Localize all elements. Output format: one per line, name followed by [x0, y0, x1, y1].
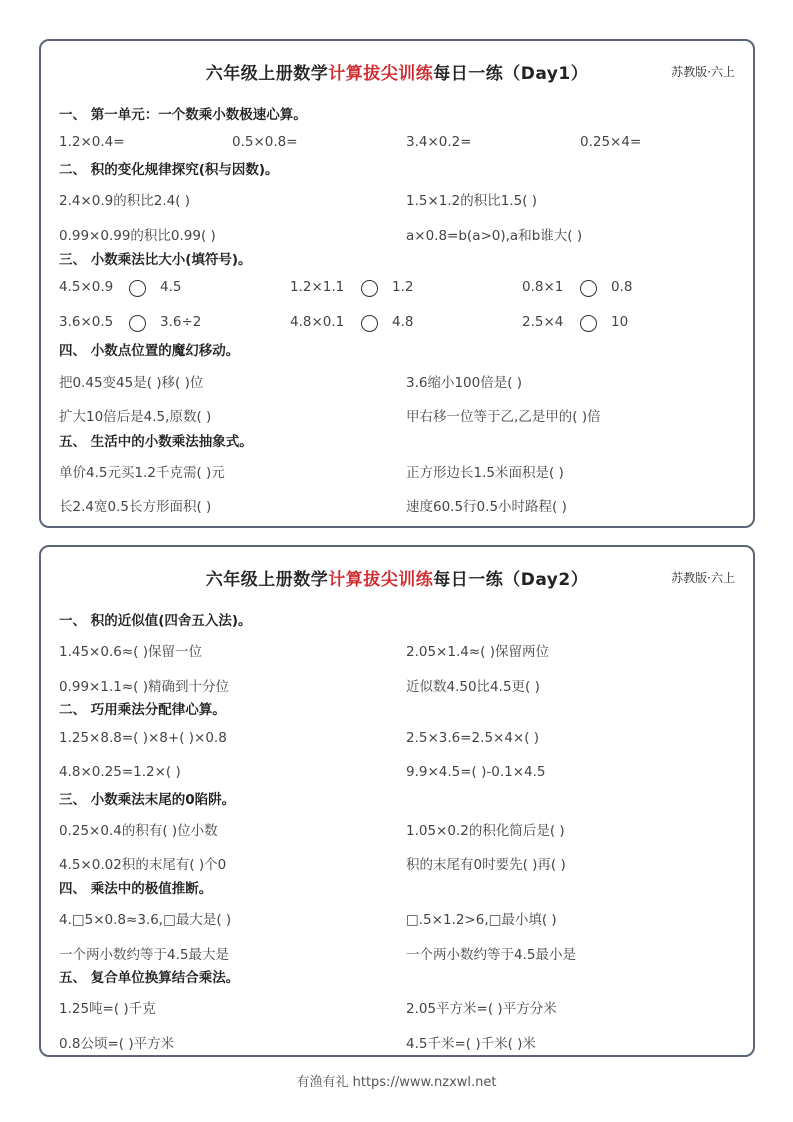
question: 1.25吨=( )千克 [59, 1001, 156, 1017]
compare-circle[interactable] [580, 315, 597, 332]
question: 速度60.5行0.5小时路程( ) [406, 499, 567, 515]
day1-section-4: 四、 小数点位置的魔幻移动。 [59, 343, 240, 359]
question: 2.05平方米=( )平方分米 [406, 1001, 557, 1017]
compare-right: 3.6÷2 [160, 314, 202, 330]
question: 0.8公顷=( )平方米 [59, 1036, 175, 1052]
compare-left: 2.5×4 [522, 314, 564, 330]
compare-right: 4.8 [392, 314, 414, 330]
day2-section-5: 五、 复合单位换算结合乘法。 [59, 970, 240, 986]
day1-edition: 苏教版·六上 [671, 65, 735, 79]
question: 0.25×0.4的积有( )位小数 [59, 823, 218, 839]
question: 正方形边长1.5米面积是( ) [406, 465, 564, 481]
compare-circle[interactable] [361, 280, 378, 297]
question: 2.5×3.6=2.5×4×( ) [406, 730, 540, 746]
question: a×0.8=b(a>0),a和b谁大( ) [406, 228, 583, 244]
compare-circle[interactable] [129, 315, 146, 332]
day2-section-1: 一、 积的近似值(四舍五入法)。 [59, 613, 252, 629]
question: 积的末尾有0时要先( )再( ) [406, 857, 566, 873]
question: 1.5×1.2的积比1.5( ) [406, 193, 538, 209]
question: 一个两小数约等于4.5最小是 [406, 947, 576, 963]
compare-circle[interactable] [361, 315, 378, 332]
question: 4.□5×0.8≈3.6,□最大是( ) [59, 912, 232, 928]
compare-left: 4.8×0.1 [290, 314, 345, 330]
day1-section-1: 一、 第一单元：一个数乘小数极速心算。 [59, 107, 307, 123]
day1-section-2: 二、 积的变化规律探究(积与因数)。 [59, 162, 279, 178]
question: 1.05×0.2的积化简后是( ) [406, 823, 565, 839]
question: 4.8×0.25=1.2×( ) [59, 764, 181, 780]
question: 甲右移一位等于乙,乙是甲的( )倍 [406, 409, 601, 425]
day2-title: 六年级上册数学计算拔尖训练每日一练（Day2） [205, 570, 589, 590]
compare-left: 3.6×0.5 [59, 314, 114, 330]
compare-left: 0.8×1 [522, 279, 564, 295]
compare-right: 1.2 [392, 279, 414, 295]
question: 扩大10倍后是4.5,原数( ) [59, 409, 212, 425]
question: 长2.4宽0.5长方形面积( ) [59, 499, 212, 515]
compare-left: 4.5×0.9 [59, 279, 114, 295]
question: 一个两小数约等于4.5最大是 [59, 947, 229, 963]
question: 1.2×0.4= [59, 134, 125, 150]
question: 1.45×0.6≈( )保留一位 [59, 644, 202, 660]
question: 4.5千米=( )千米( )米 [406, 1036, 536, 1052]
day1-card [39, 39, 755, 528]
compare-left: 1.2×1.1 [290, 279, 345, 295]
question: □.5×1.2>6,□最小填( ) [406, 912, 557, 928]
question: 0.25×4= [580, 134, 642, 150]
day2-edition: 苏教版·六上 [671, 571, 735, 585]
day2-section-3: 三、 小数乘法末尾的0陷阱。 [59, 792, 236, 808]
question: 0.99×0.99的积比0.99( ) [59, 228, 216, 244]
question: 0.99×1.1≈( )精确到十分位 [59, 679, 229, 695]
compare-circle[interactable] [580, 280, 597, 297]
day2-card [39, 545, 755, 1057]
question: 3.4×0.2= [406, 134, 472, 150]
day2-section-4: 四、 乘法中的极值推断。 [59, 881, 213, 897]
footer-watermark: 有渔有礼 https://www.nzxwl.net [296, 1075, 497, 1090]
compare-circle[interactable] [129, 280, 146, 297]
question: 9.9×4.5=( )-0.1×4.5 [406, 764, 546, 780]
question: 4.5×0.02积的末尾有( )个0 [59, 857, 227, 873]
question: 0.5×0.8= [232, 134, 298, 150]
question: 单价4.5元买1.2千克需( )元 [59, 465, 225, 481]
day1-section-5: 五、 生活中的小数乘法抽象式。 [59, 434, 253, 450]
compare-right: 10 [611, 314, 629, 330]
day1-title: 六年级上册数学计算拔尖训练每日一练（Day1） [205, 64, 589, 84]
question: 2.05×1.4≈( )保留两位 [406, 644, 549, 660]
question: 1.25×8.8=( )×8+( )×0.8 [59, 730, 227, 746]
day2-section-2: 二、 巧用乘法分配律心算。 [59, 702, 226, 718]
question: 把0.45变45是( )移( )位 [59, 375, 204, 391]
question: 近似数4.50比4.5更( ) [406, 679, 540, 695]
compare-right: 4.5 [160, 279, 182, 295]
compare-right: 0.8 [611, 279, 633, 295]
question: 3.6缩小100倍是( ) [406, 375, 523, 391]
day1-section-3: 三、 小数乘法比大小(填符号)。 [59, 252, 252, 268]
question: 2.4×0.9的积比2.4( ) [59, 193, 191, 209]
